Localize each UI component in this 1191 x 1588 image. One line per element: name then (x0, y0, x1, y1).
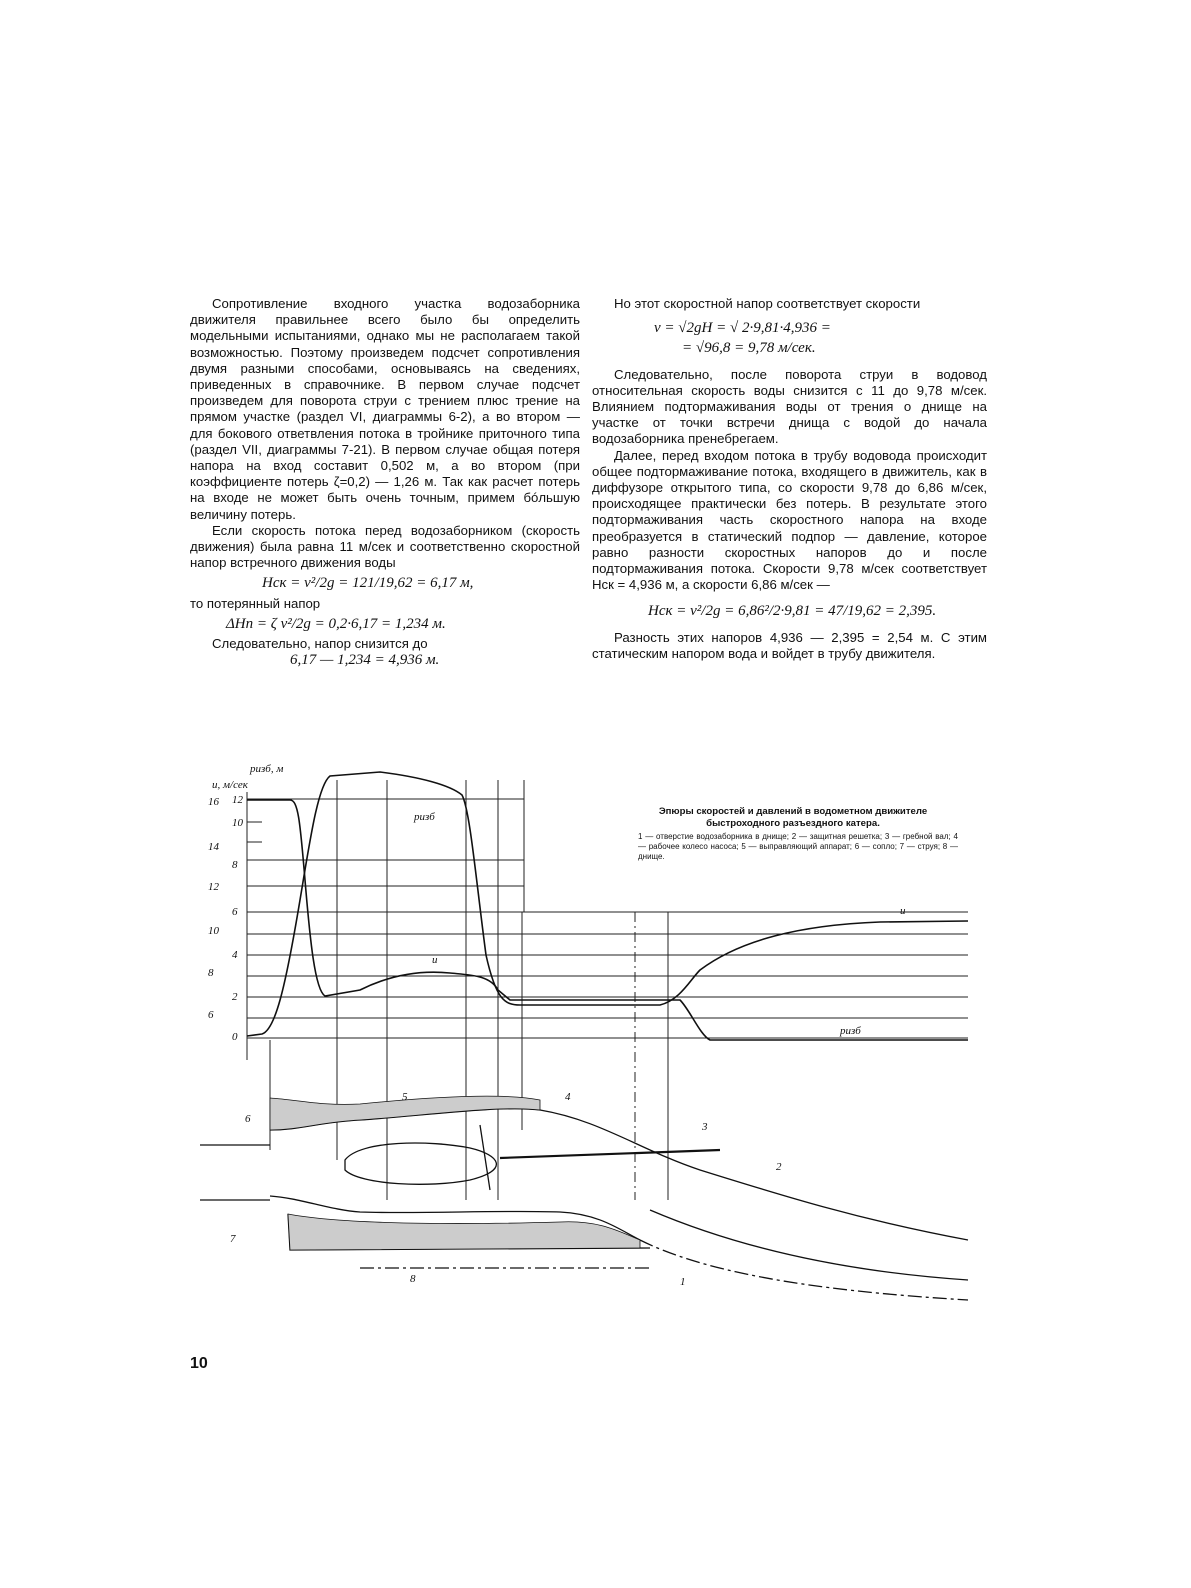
formula: v = √2gH = √ 2·9,81·4,936 = (654, 320, 831, 337)
paragraph: Но этот скоростной напор соответствует скорости (614, 296, 921, 311)
pump-hub (345, 1143, 496, 1184)
formula: 6,17 — 1,234 = 4,936 м. (290, 652, 440, 669)
tick-inner: 0 (232, 1031, 238, 1043)
formula: Hск = v²/2g = 121/19,62 = 6,17 м, (262, 575, 474, 592)
tick-inner: 6 (232, 906, 238, 918)
part-label: 8 (410, 1273, 416, 1285)
part-label: 7 (230, 1233, 236, 1245)
formula: = √96,8 = 9,78 м/сек. (682, 340, 816, 357)
part-label: 6 (245, 1113, 251, 1125)
hull-hatch-lower (288, 1214, 640, 1250)
axis-p-label: pизб, м (250, 763, 284, 775)
paragraph: Сопротивление входного участка водозаборника движителя правильнее всего было бы определить модельными испытаниями, однако мы не располагаем такой возможностью. Поэтому произведем подсчет сопротивления двумя разными способами, основываясь на сведениях, приведенных в справочнике. В первом случае подсчет произведем для поворота струи с трением плюс трение на прямом участке (раздел VI, диаграммы 6-2), а во втором — для бокового ответвления потока в тройнике приточного типа (раздел VII, диаграммы 7-21). В первом случае общая потеря напора на вход составит 0,502 м, а во втором (при коэффициенте потерь ζ=0,2) — 1,26 м. Так как расчет потерь на входе не может быть очень точным, примем бóльшую величину потерь. (190, 296, 580, 522)
page-number: 10 (190, 1355, 208, 1372)
tick-inner: 8 (232, 859, 238, 871)
curve-label-u: u (900, 905, 906, 917)
propeller-shaft (500, 1150, 720, 1158)
caption-body: 1 — отверстие водозаборника в днище; 2 — защитная решетка; 3 — гребной вал; 4 — рабочее колесо насоса; 5 — выправляющий аппарат; 6 — сопло; 7 — струя; 8 — днище. (638, 832, 958, 861)
duct-upper-wall (270, 1109, 968, 1240)
pressure-curve-p (247, 800, 968, 1040)
velocity-curve-u (247, 772, 968, 1036)
part-label: 4 (565, 1091, 571, 1103)
curve-label-p: pизб (414, 811, 435, 823)
tick-inner: 2 (232, 991, 238, 1003)
tick-outer: 6 (208, 1009, 214, 1021)
paragraph: Разность этих напоров 4,936 — 2,395 = 2,54 м. С этим статическим напором вода и войдет в трубу движителя. (592, 629, 987, 661)
tick-inner: 4 (232, 949, 238, 961)
tick-inner: 12 (232, 794, 243, 806)
tick-outer: 14 (208, 841, 219, 853)
part-label: 3 (702, 1121, 708, 1133)
part-label: 1 (680, 1276, 686, 1288)
tick-outer: 10 (208, 925, 219, 937)
axis-u-label: u, м/сек (212, 779, 248, 791)
formula: ΔHп = ζ v²/2g = 0,2·6,17 = 1,234 м. (226, 615, 446, 632)
paragraph: Следовательно, напор снизится до (212, 636, 428, 652)
caption-title: Эпюры скоростей и давлений в водометном движителе быстроходного разъездного катера. (658, 806, 928, 829)
tick-outer: 12 (208, 881, 219, 893)
paragraph: то потерянный напор (190, 595, 321, 611)
tick-inner: 10 (232, 817, 243, 829)
paragraph: Если скорость потока перед водозаборником (скорость движения) была равна 11 м/сек и соответственно скоростной напор встречного движения воды (190, 522, 580, 571)
stream-line (640, 1240, 968, 1300)
tick-outer: 8 (208, 967, 214, 979)
paragraph: Следовательно, после поворота струи в водовод относительная скорость воды снизится с 11 до 9,78 м/сек. Влиянием подтормаживания воды от трения о днище на участке от точки встречи днища с водой до начала водозаборника пренебрегаем. (592, 366, 987, 447)
stream-line (650, 1210, 968, 1280)
curve-label-p: pизб (840, 1025, 861, 1037)
curve-label-u: u (432, 954, 438, 966)
tick-outer: 16 (208, 796, 219, 808)
impeller-blade (480, 1125, 490, 1190)
part-label: 5 (402, 1091, 408, 1103)
paragraph: Далее, перед входом потока в трубу водовода происходит общее подтормаживание потока, входящего в движитель, как в диффузоре открытого типа, со скорости 9,78 до 6,86 м/сек, происходящее практически без потерь. В результате этого подтормаживания часть скоростного напора на входе преобразуется в статический подпор — давление, которое равно разности скоростных напоров до и после подтормаживания потока. Скорости 9,78 м/сек соответствует Hск = 4,936 м, а скорости 6,86 м/сек — (592, 447, 987, 593)
part-label: 2 (776, 1161, 782, 1173)
formula: Hск = v²/2g = 6,86²/2·9,81 = 47/19,62 = 2,395. (648, 603, 937, 620)
